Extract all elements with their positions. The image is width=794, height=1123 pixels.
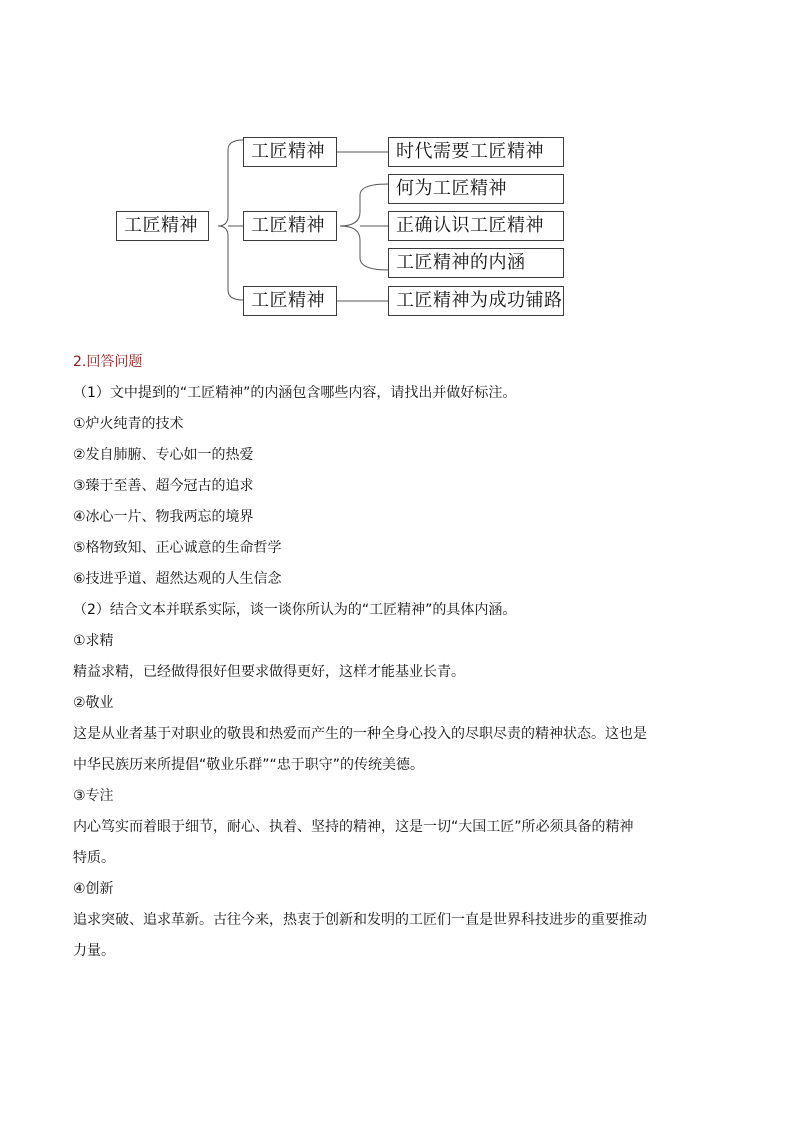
item-text: 中华民族历来所提倡“敬业乐群”“忠于职守”的传统美德。 (73, 757, 425, 773)
diagram-root: 工匠精神 (116, 211, 209, 241)
diagram-leaf: 正确认识工匠精神 (388, 211, 564, 241)
item-text: 精益求精，已经做得很好但要求做得更好，这样才能基业长青。 (73, 664, 465, 680)
answer-item: ⑥技进乎道、超然达观的人生信念 (73, 571, 282, 587)
diagram-leaf: 工匠精神的内涵 (388, 248, 564, 278)
item-heading: ④创新 (73, 881, 114, 897)
diagram-leaf: 何为工匠精神 (388, 174, 564, 204)
diagram-branch-1: 工匠精神 (243, 137, 337, 167)
diagram-branch-2: 工匠精神 (243, 211, 337, 241)
item-heading: ②敬业 (73, 695, 114, 711)
item-text: 追求突破、追求革新。古往今来，热衷于创新和发明的工匠们一直是世界科技进步的重要推动 (73, 912, 647, 928)
answer-item: ④冰心一片、物我两忘的境界 (73, 509, 254, 525)
answer-item: ③臻于至善、超今冠古的追求 (73, 478, 254, 494)
item-heading: ③专注 (73, 788, 114, 804)
item-text: 力量。 (73, 943, 115, 959)
diagram-branch-3: 工匠精神 (243, 286, 337, 316)
answer-item: ①炉火纯青的技术 (73, 416, 184, 432)
item-text: 内心笃实而着眼于细节，耐心、执着、坚持的精神，这是一切“大国工匠”所必须具备的精神 (73, 819, 634, 835)
question-1-prompt: （1）文中提到的“工匠精神”的内涵包含哪些内容，请找出并做好标注。 (73, 385, 517, 401)
answer-item: ⑤格物致知、正心诚意的生命哲学 (73, 540, 282, 556)
answer-item: ②发自肺腑、专心如一的热爱 (73, 447, 254, 463)
diagram-leaf: 时代需要工匠精神 (388, 137, 564, 167)
item-heading: ①求精 (73, 633, 114, 649)
section-title: 2.回答问题 (73, 354, 143, 370)
question-2-prompt: （2）结合文本并联系实际，谈一谈你所认为的“工匠精神”的具体内涵。 (73, 602, 517, 618)
item-text: 这是从业者基于对职业的敬畏和热爱而产生的一种全身心投入的尽职尽责的精神状态。这也是 (73, 726, 647, 742)
diagram-leaf: 工匠精神为成功铺路 (388, 286, 564, 316)
item-text: 特质。 (73, 850, 115, 866)
